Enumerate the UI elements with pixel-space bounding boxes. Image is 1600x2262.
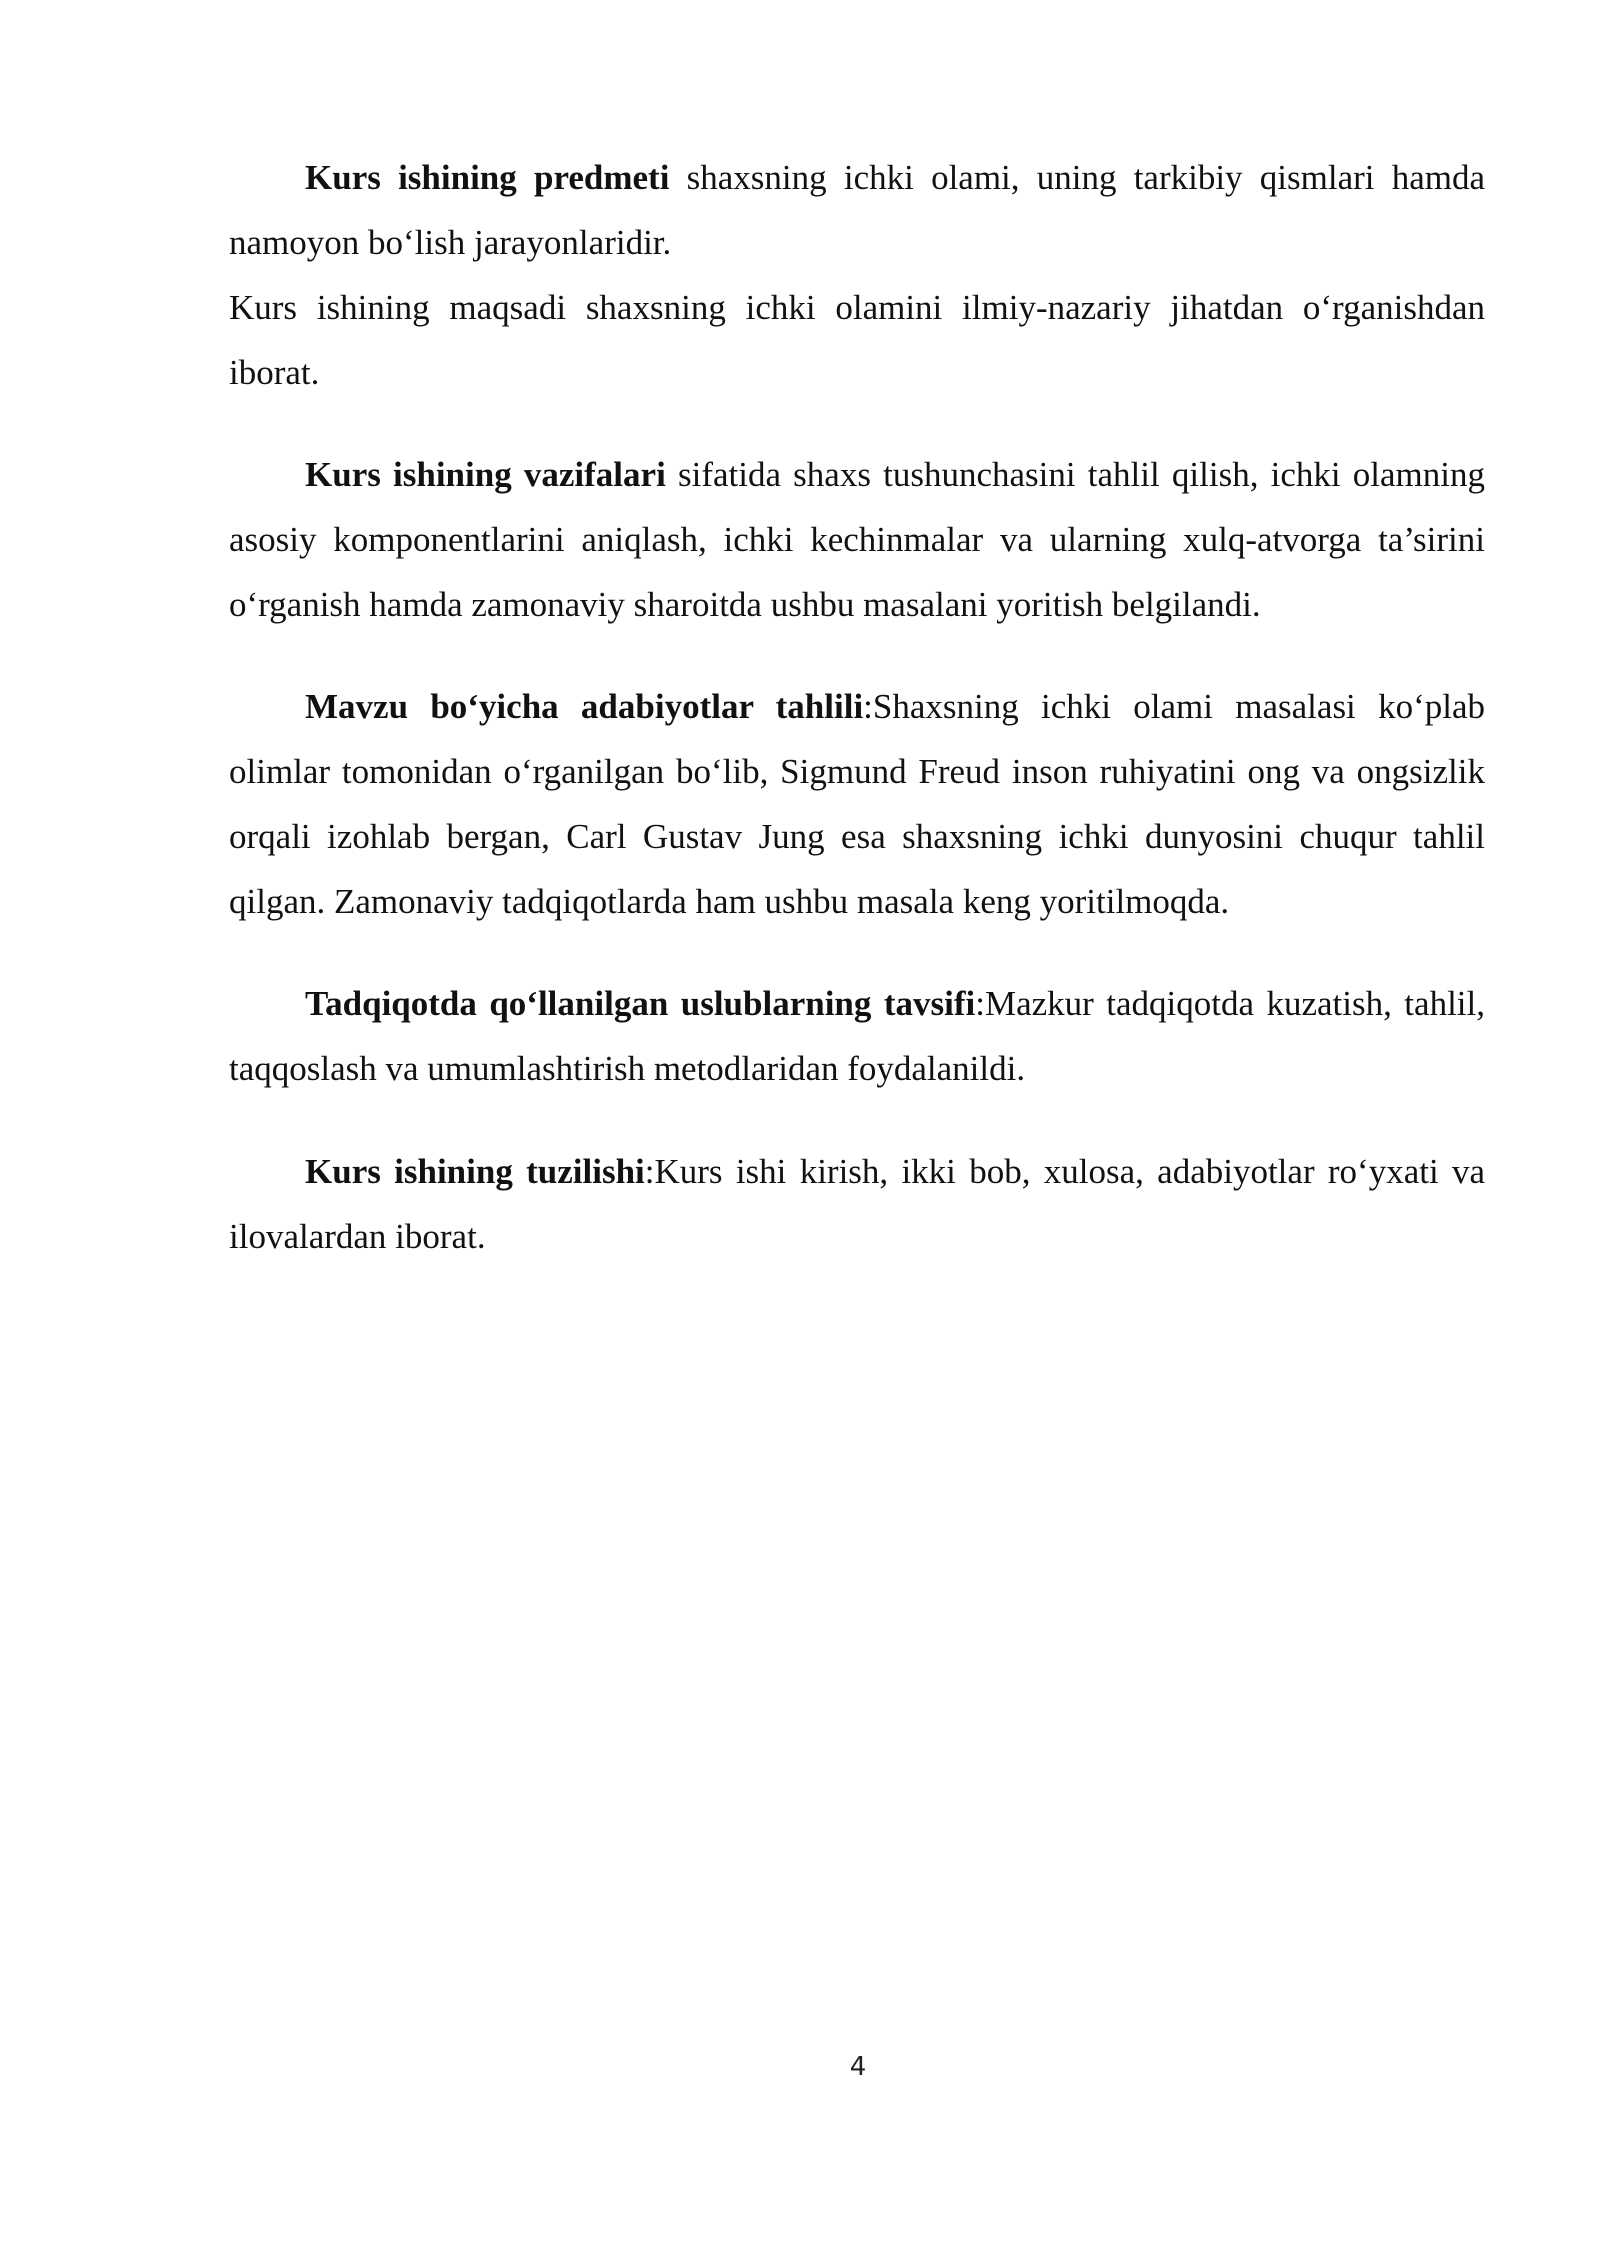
paragraph-text: shaxsning ichki olami, uning tarkibiy qismlari hamda namoyon bo‘lish jarayonlaridir. <box>229 158 1485 262</box>
paragraph-heading: Mavzu bo‘yicha adabiyotlar tahlili <box>305 687 864 726</box>
paragraph-heading: Kurs ishining tuzilishi <box>305 1152 645 1191</box>
paragraph-text: sifatida shaxs tushunchasini tahlil qilish, ichki olamning asosiy komponentlarini aniqlash, ichki kechinmalar va ularning xulq-atvorga ta’sirini o‘rganish hamda zamonaviy sharoitda ushbu masalani yoritish belgilandi. <box>229 455 1485 624</box>
paragraph-text: Kurs ishining maqsadi shaxsning ichki olamini ilmiy-nazariy jihatdan o‘rganishdan iborat. <box>229 288 1485 392</box>
paragraph-spacer <box>229 1101 1485 1139</box>
paragraph-structure <box>229 1139 1485 1269</box>
paragraph-text: :Mazkur tadqiqotda kuzatish, tahlil, taqqoslash va umumlashtirish metodlaridan foydalanildi. <box>229 984 1485 1088</box>
paragraph-tasks <box>229 442 1485 637</box>
paragraph-goal <box>229 275 1485 405</box>
paragraph-methods <box>229 971 1485 1101</box>
paragraph-text: :Kurs ishi kirish, ikki bob, xulosa, adabiyotlar ro‘yxati va ilovalardan iborat. <box>229 1152 1486 1256</box>
paragraph-spacer <box>229 934 1485 971</box>
document-body <box>229 145 1485 1269</box>
paragraph-spacer <box>229 637 1485 674</box>
paragraph-literature-review <box>229 674 1485 934</box>
paragraph-heading: Kurs ishining vazifalari <box>305 455 666 494</box>
paragraph-subject <box>229 145 1485 275</box>
paragraph-spacer <box>229 405 1485 442</box>
paragraph-text: :Shaxsning ichki olami masalasi ko‘plab olimlar tomonidan o‘rganilgan bo‘lib, Sigmund Freud inson ruhiyatini ong va ongsizlik orqali izohlab bergan, Carl Gustav Jung esa shaxsning ichki dunyosini chuqur tahlil qilgan. Zamonaviy tadqiqotlarda ham ushbu masala keng yoritilmoqda. <box>229 687 1485 921</box>
page-number: 4 <box>849 2052 867 2082</box>
paragraph-heading: Kurs ishining predmeti <box>305 158 670 197</box>
paragraph-heading: Tadqiqotda qo‘llanilgan uslublarning tavsifi <box>305 984 976 1023</box>
